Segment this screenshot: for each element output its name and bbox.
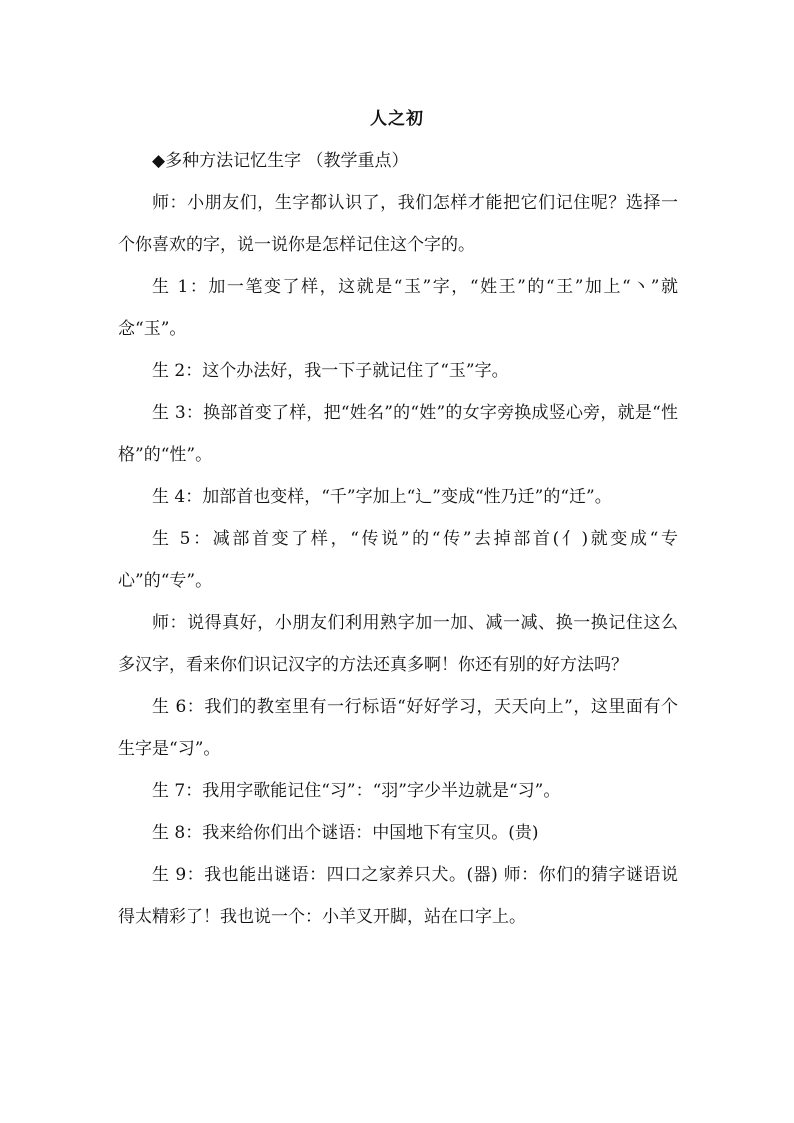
paragraph: 生 8：我来给你们出个谜语：中国地下有宝贝。(贵) — [152, 823, 539, 843]
document-title: 人之初 — [370, 109, 424, 129]
paragraph: 师：小朋友们，生字都认识了，我们怎样才能把它们记住呢？选择一个你喜欢的字，说一说你是怎样记住这个字的。 — [118, 193, 678, 255]
paragraph: 生 5：减部首变了样，“传说”的“传”去掉部首(亻)就变成“专心”的“专”。 — [118, 529, 678, 591]
paragraph: 生 6：我们的教室里有一行标语“好好学习，天天向上”，这里面有个生字是“习”。 — [118, 697, 678, 759]
paragraph: 师：说得真好，小朋友们利用熟字加一加、减一减、换一换记住这么多汉字，看来你们识记汉字的方法还真多啊！你还有别的好方法吗？ — [118, 613, 678, 675]
section-heading: ◆多种方法记忆生字 （教学重点） — [152, 151, 409, 171]
document-body — [118, 140, 678, 938]
paragraph: 生 1：加一笔变了样，这就是“玉”字，“姓王”的“王”加上“丶”就念“玉”。 — [118, 277, 678, 339]
paragraph: 生 4：加部首也变样，“千”字加上“辶”变成“性乃迁”的“迁”。 — [152, 487, 612, 507]
paragraph: 生 9：我也能出谜语：四口之家养只犬。(器) 师：你们的猜字谜语说得太精彩了！我也说一个：小羊叉开脚，站在口字上。 — [118, 865, 678, 927]
paragraph: 生 3：换部首变了样，把“姓名”的“姓”的女字旁换成竖心旁，就是“性格”的“性”。 — [118, 403, 678, 465]
paragraph: 生 2：这个办法好，我一下子就记住了“玉”字。 — [152, 361, 509, 381]
paragraph: 生 7：我用字歌能记住“习”：“羽”字少半边就是“习”。 — [152, 781, 561, 801]
